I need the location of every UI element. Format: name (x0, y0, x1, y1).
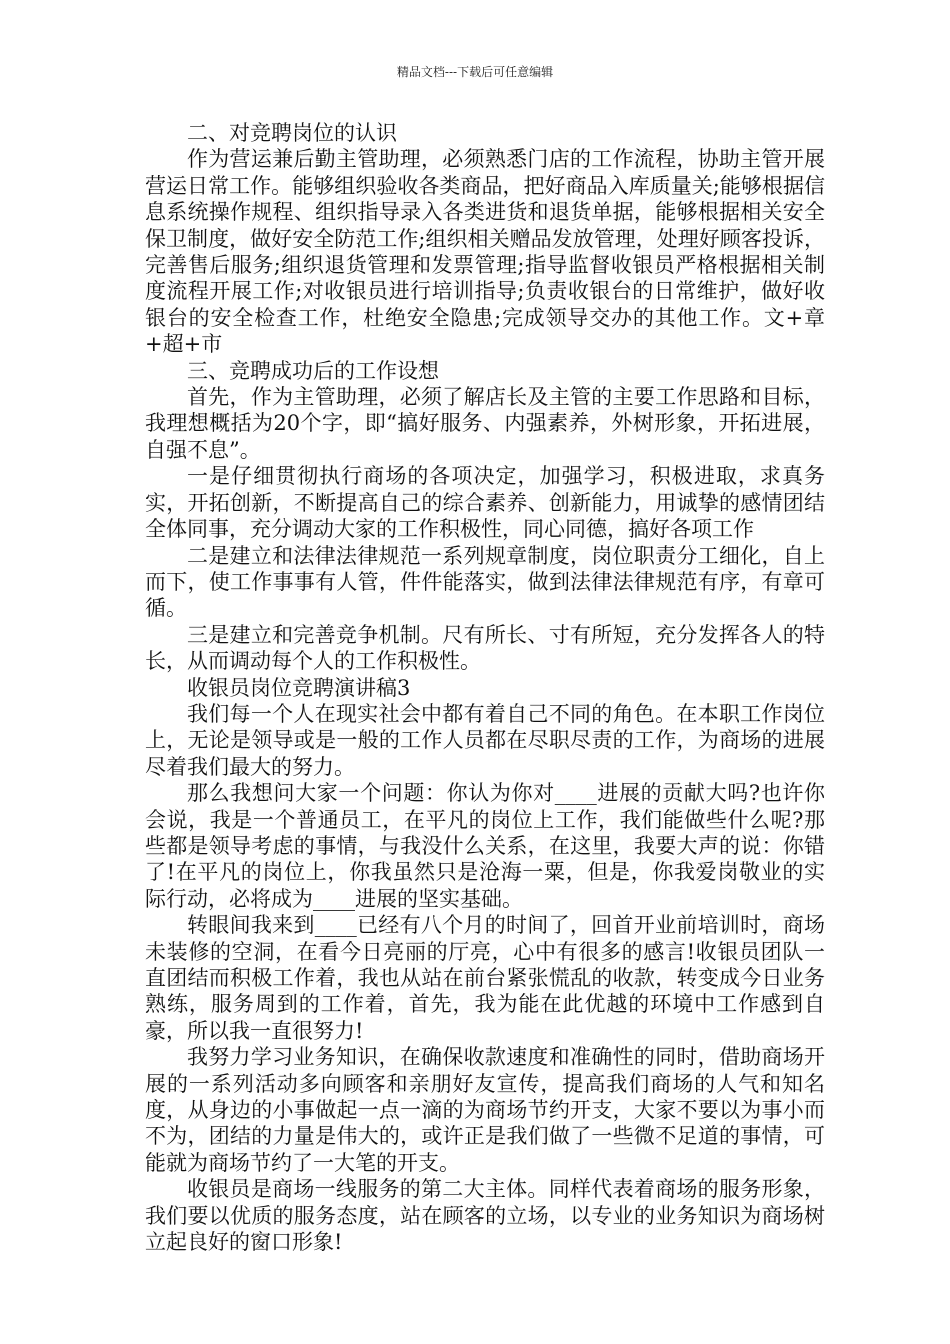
speech-title: 收银员岗位竞聘演讲稿3 (187, 675, 411, 700)
paragraph: 作为营运兼后勤主管助理，必须熟悉门店的工作流程，协助主管开展营运日常工作。能够组织验收各类商品，把好商品入库质量关;能够根据信息系统操作规程、组织指导录入各类进货和退货单据，能够根据相关安全保卫制度，做好安全防范工作;组织相关赠品发放管理，处理好顾客投诉，完善售后服务;组织退货管理和发票管理;指导监督收银员严格根据相关制度流程开展工作;对收银员进行培训指导;负责收银台的日常维护，做好收银台的安全检查工作，杜绝安全隐患;完成领导交办的其他工作。文+章+超+市 (145, 147, 825, 357)
paragraph: 我们每一个人在现实社会中都有着自己不同的角色。在本职工作岗位上，无论是领导或是一般的工作人员都在尽职尽责的工作，为商场的进展尽着我们最大的努力。 (145, 701, 825, 779)
paragraph: 首先，作为主管助理，必须了解店长及主管的主要工作思路和目标，我理想概括为20个字，即“搞好服务、内强素养，外树形象，开拓进展，自强不息”。 (145, 385, 825, 462)
paragraph: 我努力学习业务知识，在确保收款速度和准确性的同时，借助商场开展的一系列活动多向顾客和亲朋好友宣传，提高我们商场的人气和知名度，从身边的小事做起一点一滴的为商场节约开支，大家不要以为事小而不为，团结的力量是伟大的，或许正是我们做了一些微不足道的事情，可能就为商场节约了一大笔的开支。 (145, 1045, 825, 1175)
paragraph: 一是仔细贯彻执行商场的各项决定，加强学习，积极进取，求真务实，开拓创新，不断提高自己的综合素养、创新能力，用诚挚的感情团结全体同事，充分调动大家的工作积极性，同心同德，搞好各项工作 (145, 464, 825, 542)
paragraph: 二是建立和法律法律规范一系列规章制度，岗位职责分工细化，自上而下，使工作事事有人管，件件能落实，做到法律法律规范有序，有章可循。 (145, 543, 825, 621)
paragraph: 三是建立和完善竞争机制。尺有所长、寸有所短，充分发挥各人的特长，从而调动每个人的工作积极性。 (145, 622, 825, 674)
document-body (145, 120, 825, 1255)
paragraph: 那么我想问大家一个问题：你认为你对____进展的贡献大吗?也许你会说，我是一个普通员工，在平凡的岗位上工作，我们能做些什么呢?那些都是领导考虑的事情，与我没什么关系，在这里，我要大声的说：你错了!在平凡的岗位上，你我虽然只是沧海一粟，但是，你我爱岗敬业的实际行动，必将成为____进展的坚实基础。 (145, 781, 825, 911)
paragraph: 转眼间我来到____已经有八个月的时间了，回首开业前培训时，商场未装修的空洞，在看今日亮丽的厅亮，心中有很多的感言!收银员团队一直团结而积极工作着，我也从站在前台紧张慌乱的收款，转变成今日业务熟练，服务周到的工作着，首先，我为能在此优越的环境中工作感到自豪，所以我一直很努力! (145, 913, 825, 1043)
page-header: 精品文档---下载后可任意编辑 (396, 65, 554, 79)
section-heading-3: 三、竞聘成功后的工作设想 (187, 358, 439, 383)
section-heading-2: 二、对竞聘岗位的认识 (187, 121, 397, 145)
paragraph: 收银员是商场一线服务的第二大主体。同样代表着商场的服务形象，我们要以优质的服务态度，站在顾客的立场，以专业的业务知识为商场树立起良好的窗口形象! (145, 1177, 825, 1255)
